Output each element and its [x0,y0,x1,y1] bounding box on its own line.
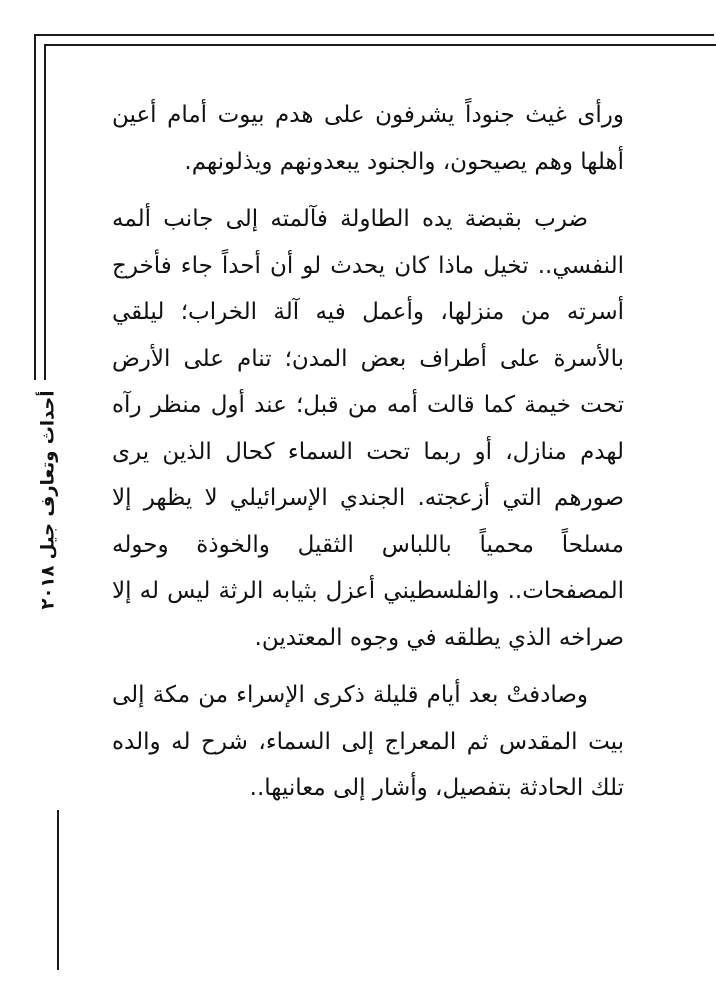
frame-top-outer-rule [34,34,714,36]
paragraph-2: ضرب بقبضة يده الطاولة فآلمته إلى جانب ألمه النفسي.. تخيل ماذا كان يحدث لو أن أحداً جاء فأخرج أسرته من منزلها، وأعمل فيه آلة الخراب؛ ليلقي بالأسرة على أطراف بعض المدن؛ تنام على الأرض تحت خيمة كما قالت أمه من قبل؛ عند أول منظر رآه لهدم منازل، أو ربما تحت السماء كحال الذين يرى صورهم التي أزعجته. الجندي الإسرائيلي لا يظهر إلا مسلحاً محمياً باللباس الثقيل والخوذة وحوله المصفحات.. والفلسطيني أعزل بثيابه الرثة ليس له إلا صراخه الذي يطلقه في وجوه المعتدين. [112,206,624,651]
frame-left-inner-rule [44,44,46,380]
frame-left-outer-rule [34,34,36,380]
running-header-title: أحداث وتعارف جيل ٢٠١٨ [37,390,59,610]
frame-left-lower-rule [57,810,59,970]
paragraph-3: وصادفتْ بعد أيام قليلة ذكرى الإسراء من مكة إلى بيت المقدس ثم المعراج إلى السماء، شرح له والده تلك الحادثة بتفصيل، وأشار إلى معانيها.. [112,682,624,801]
paragraph-1: ورأى غيث جنوداً يشرفون على هدم بيوت أمام أعين أهلها وهم يصيحون، والجنود يبعدونهم ويذلونهم. [112,102,624,175]
page-body [112,92,624,823]
frame-top-inner-rule [44,44,716,46]
